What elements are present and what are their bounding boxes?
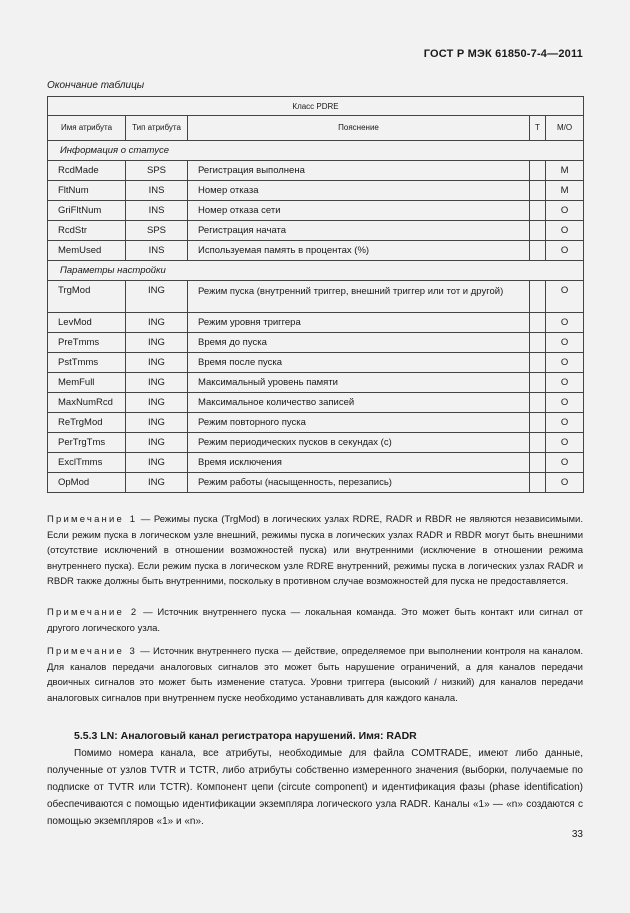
table-row	[48, 373, 584, 393]
table-row	[48, 353, 584, 373]
type-cell: ING	[126, 453, 188, 473]
explanation-cell: Регистрация начата	[188, 221, 530, 241]
table-row	[48, 313, 584, 333]
table-row	[48, 201, 584, 221]
type-cell: ING	[126, 333, 188, 353]
t-cell	[530, 201, 546, 221]
table-row	[48, 181, 584, 201]
attribute-table	[47, 96, 584, 493]
note-2-text: Источник внутреннего пуска — локальная команда. Это может быть контакт или сигнал от другого логического узла.	[47, 607, 584, 634]
explanation-cell: Режим работы (насыщенность, перезапись)	[188, 473, 530, 493]
type-cell: ING	[126, 413, 188, 433]
document-header: ГОСТ Р МЭК 61850-7-4—2011	[423, 48, 583, 60]
col-header-explanation: Пояснение	[188, 116, 530, 141]
table-row	[48, 453, 584, 473]
explanation-cell: Номер отказа	[188, 181, 530, 201]
table-row	[48, 161, 584, 181]
mo-cell: O	[546, 373, 584, 393]
table-row	[48, 433, 584, 453]
explanation-cell: Время после пуска	[188, 353, 530, 373]
explanation-cell: Номер отказа сети	[188, 201, 530, 221]
name-cell: PstTmms	[48, 353, 126, 373]
type-cell: SPS	[126, 161, 188, 181]
section-header-row	[48, 261, 584, 281]
section-title-cell: Информация о статусе	[48, 141, 584, 161]
name-cell: ReTrgMod	[48, 413, 126, 433]
type-cell: ING	[126, 373, 188, 393]
type-cell: ING	[126, 313, 188, 333]
t-cell	[530, 281, 546, 313]
header-row	[48, 116, 584, 141]
mo-cell: O	[546, 393, 584, 413]
explanation-cell: Регистрация выполнена	[188, 161, 530, 181]
mo-cell: O	[546, 333, 584, 353]
name-cell: PerTrgTms	[48, 433, 126, 453]
t-cell	[530, 181, 546, 201]
section-title: 5.5.3 LN: Аналоговый канал регистратора нарушений. Имя: RADR	[74, 730, 417, 742]
note-1-text: Режимы пуска (TrgMod) в логических узлах RDRE, RADR и RBDR не являются независимыми. Если режим пуска в логическом узле внешний, режимы пуска в логических узлах RADR и RBDR могут быть внешними (отсутствие исключений в отношении возможностей пуска) или внутренними (исключение в отношении режима внутреннего пуска). Если режим пуска в логическом узле RDRE внутренний, режимы пуска в логических узлах RADR и RBDR также должны быть внутренними, поскольку в противном случае возможностей для пуска не предоставляется.	[47, 514, 584, 587]
mo-cell: O	[546, 353, 584, 373]
t-cell	[530, 413, 546, 433]
name-cell: RcdMade	[48, 161, 126, 181]
name-cell: OpMod	[48, 473, 126, 493]
name-cell: PreTmms	[48, 333, 126, 353]
mo-cell: O	[546, 433, 584, 453]
explanation-cell: Используемая память в процентах (%)	[188, 241, 530, 261]
t-cell	[530, 333, 546, 353]
mo-cell: O	[546, 201, 584, 221]
type-cell: ING	[126, 353, 188, 373]
t-cell	[530, 433, 546, 453]
t-cell	[530, 453, 546, 473]
section-title-cell: Параметры настройки	[48, 261, 584, 281]
type-cell: ING	[126, 281, 188, 313]
note-3-label: Примечание 3	[47, 646, 137, 657]
name-cell: GriFltNum	[48, 201, 126, 221]
t-cell	[530, 313, 546, 333]
t-cell	[530, 161, 546, 181]
t-cell	[530, 373, 546, 393]
type-cell: SPS	[126, 221, 188, 241]
mo-cell: M	[546, 161, 584, 181]
table-row	[48, 241, 584, 261]
explanation-cell: Режим уровня триггера	[188, 313, 530, 333]
name-cell: TrgMod	[48, 281, 126, 313]
col-header-mo: M/O	[546, 116, 584, 141]
explanation-cell: Максимальное количество записей	[188, 393, 530, 413]
name-cell: RcdStr	[48, 221, 126, 241]
type-cell: ING	[126, 473, 188, 493]
explanation-cell: Время исключения	[188, 453, 530, 473]
page-number: 33	[571, 829, 583, 840]
type-cell: INS	[126, 241, 188, 261]
mo-cell: O	[546, 473, 584, 493]
table-row	[48, 413, 584, 433]
name-cell: MemFull	[48, 373, 126, 393]
mo-cell: O	[546, 413, 584, 433]
type-cell: INS	[126, 201, 188, 221]
note-3-text: Источник внутреннего пуска — действие, определяемое при выполнении контроля на каналом. Для каналов передачи аналоговых сигналов это может быть нарушение ограничений, а для каналов передачи двоичных сигналов это может быть изменение статуса. Уровни триггера (высокий / низкий) для каналов передачи аналоговых сигналов при внутреннем пуске необходимо устанавливать для каждого канала.	[47, 646, 583, 704]
section-paragraph: Помимо номера канала, все атрибуты, необходимые для файла COMTRADE, имеют либо данные, полученные от узлов TVTR и TCTR, либо атрибуты собственно измеренного значения (выборки, получаемые по подписке от TVTR или TCTR). Компонент цепи (circute component) и идентификация фазы (phase identification) обеспечиваются с помощью идентификации экземпляра логического узла RADR. Каналы «1» — «n» создаются с помощью экземпляров «1» и «n».	[47, 748, 583, 827]
t-cell	[530, 241, 546, 261]
type-cell: INS	[126, 181, 188, 201]
col-header-name: Имя атрибута	[48, 116, 126, 141]
table-caption: Окончание таблицы	[47, 80, 145, 91]
table-row	[48, 281, 584, 313]
name-cell: LevMod	[48, 313, 126, 333]
table-row	[48, 221, 584, 241]
name-cell: MemUsed	[48, 241, 126, 261]
note-2: Примечание 2 — Источник внутреннего пуска — локальная команда. Это может быть контакт или сигнал от другого логического узла.	[47, 607, 584, 634]
table-row	[48, 333, 584, 353]
t-cell	[530, 393, 546, 413]
note-3: Примечание 3 — Источник внутреннего пуска — действие, определяемое при выполнении контроля на каналом. Для каналов передачи аналоговых сигналов это может быть нарушение ограничений, а для каналов передачи двоичных сигналов это может быть изменение статуса. Уровни триггера (высокий / низкий) для каналов передачи аналоговых сигналов при внутреннем пуске необходимо устанавливать для каждого канала.	[47, 646, 583, 704]
mo-cell: M	[546, 181, 584, 201]
table-row	[48, 473, 584, 493]
note-2-label: Примечание 2	[47, 607, 139, 618]
type-cell: ING	[126, 393, 188, 413]
note-1: Примечание 1 — Режимы пуска (TrgMod) в логических узлах RDRE, RADR и RBDR не являются независимыми. Если режим пуска в логическом узле внешний, режимы пуска в логических узлах RADR и RBDR могут быть внешними (отсутствие исключений в отношении возможностей пуска) или внутренними (исключение в отношении режима внутреннего пуска). Если режим пуска в логическом узле RDRE внутренний, режимы пуска в логических узлах RADR и RBDR также должны быть внутренними, поскольку в противном случае возможностей для пуска не предоставляется.	[47, 514, 584, 587]
name-cell: FltNum	[48, 181, 126, 201]
type-cell: ING	[126, 433, 188, 453]
explanation-cell: Режим повторного пуска	[188, 413, 530, 433]
note-1-label: Примечание 1	[47, 514, 138, 525]
col-header-type: Тип атрибута	[126, 116, 188, 141]
name-cell: ExclTmms	[48, 453, 126, 473]
t-cell	[530, 473, 546, 493]
explanation-cell: Максимальный уровень памяти	[188, 373, 530, 393]
name-cell: MaxNumRcd	[48, 393, 126, 413]
mo-cell: O	[546, 221, 584, 241]
t-cell	[530, 221, 546, 241]
mo-cell: O	[546, 241, 584, 261]
mo-cell: O	[546, 281, 584, 313]
col-header-t: T	[530, 116, 546, 141]
class-label: Класс PDRE	[48, 97, 584, 116]
class-row	[48, 97, 584, 116]
explanation-cell: Режим пуска (внутренний триггер, внешний триггер или тот и другой)	[188, 281, 530, 313]
mo-cell: O	[546, 313, 584, 333]
t-cell	[530, 353, 546, 373]
table-row	[48, 393, 584, 413]
explanation-cell: Время до пуска	[188, 333, 530, 353]
section-header-row	[48, 141, 584, 161]
explanation-cell: Режим периодических пусков в секундах (с)	[188, 433, 530, 453]
mo-cell: O	[546, 453, 584, 473]
